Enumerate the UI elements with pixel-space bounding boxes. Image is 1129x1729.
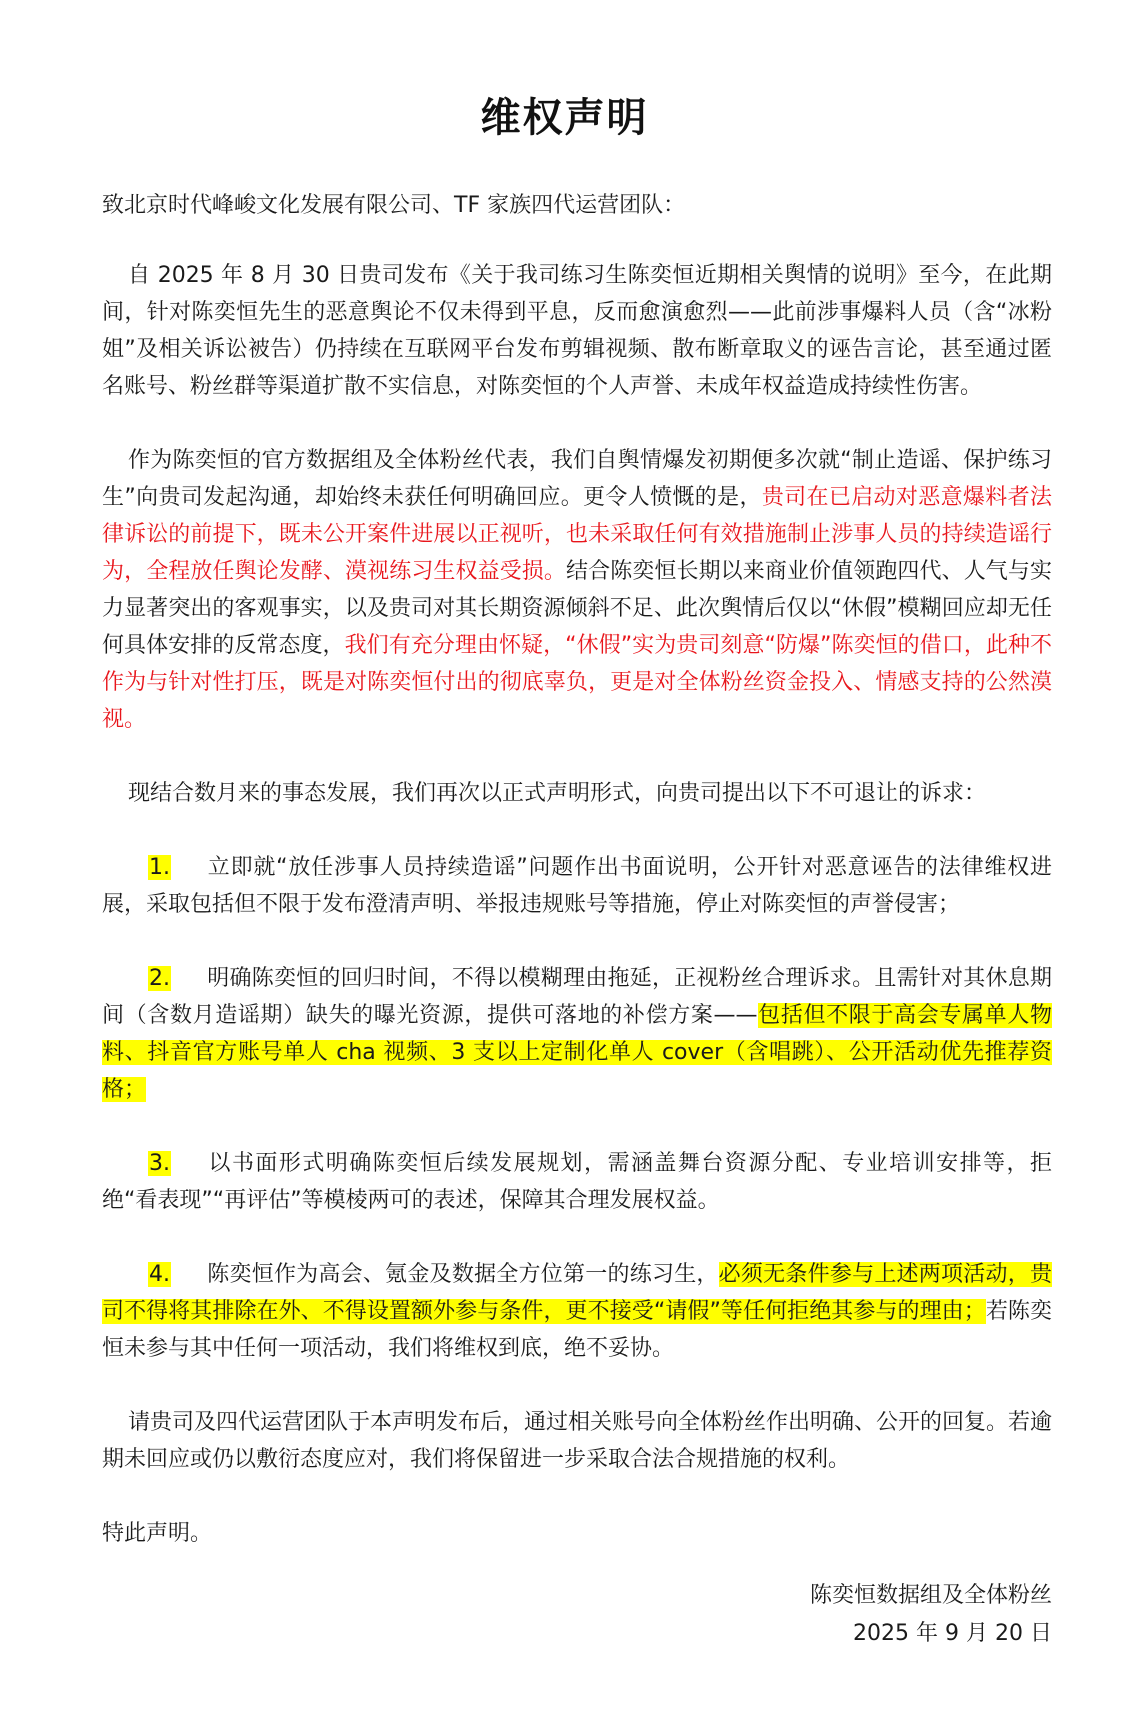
demand-text: 以书面形式明确陈奕恒后续发展规划，需涵盖舞台资源分配、专业培训安排等，拒绝“看表现”“再评估”等模棱两可的表述，保障其合理发展权益。	[102, 1151, 1052, 1213]
demand-highlight: 必须无条件参与上述两项活动，贵司不得将其排除在外、不得设置额外参与条件，更不接受“请假”等任何拒绝其参与的理由；	[102, 1262, 1052, 1324]
demand-text-after: 若陈奕恒未参与其中任何一项活动，我们将维权到底，绝不妥协。	[102, 1299, 1052, 1361]
signature-org: 陈奕恒数据组及全体粉丝	[809, 1583, 1052, 1608]
demand-item-3	[102, 1145, 1052, 1219]
document-title: 维权声明	[480, 95, 649, 141]
demand-item-2	[102, 960, 1052, 1108]
demand-number: 1.	[149, 855, 170, 880]
demand-item-1	[102, 849, 1052, 923]
salutation: 致北京时代峰峻文化发展有限公司、TF 家族四代运营团队：	[102, 193, 686, 218]
paragraph-grievance	[102, 442, 1052, 738]
demand-number: 4.	[149, 1262, 170, 1287]
paragraph-background: 自 2025 年 8 月 30 日贵司发布《关于我司练习生陈奕恒近期相关舆情的说明》至今，在此期间，针对陈奕恒先生的恶意舆论不仅未得到平息，反而愈演愈烈——此前涉事爆料人员（含“冰粉姐”及相关诉讼被告）仍持续在互联网平台发布剪辑视频、散布断章取义的诬告言论，甚至通过匿名账号、粉丝群等渠道扩散不实信息，对陈奕恒的个人声誉、未成年权益造成持续性伤害。	[102, 263, 1052, 399]
paragraph-reply-request: 请贵司及四代运营团队于本声明发布后，通过相关账号向全体粉丝作出明确、公开的回复。若逾期未回应或仍以敷衍态度应对，我们将保留进一步采取合法合规措施的权利。	[102, 1410, 1053, 1472]
grievance-red-text-b: 我们有充分理由怀疑，“休假”实为贵司刻意“防爆”陈奕恒的借口，此种不作为与针对性打压，既是对陈奕恒付出的彻底辜负，更是对全体粉丝资金投入、情感支持的公然漠视。	[102, 633, 1052, 732]
demand-text: 明确陈奕恒的回归时间，不得以模糊理由拖延，正视粉丝合理诉求。且需针对其休息期间（含数月造谣期）缺失的曝光资源，提供可落地的补偿方案——	[102, 966, 1052, 1028]
signature-block	[810, 1577, 1052, 1653]
demand-number: 3.	[149, 1151, 170, 1176]
demand-text: 立即就“放任涉事人员持续造谣”问题作出书面说明，公开针对恶意诬告的法律维权进展，采取包括但不限于发布澄清声明、举报违规账号等措施，停止对陈奕恒的声誉侵害；	[102, 855, 1052, 917]
grievance-text-a: 作为陈奕恒的官方数据组及全体粉丝代表，我们自舆情爆发初期便多次就“制止造谣、保护练习生”向贵司发起沟通，却始终未获任何明确回应。更令人愤慨的是，	[102, 448, 1052, 510]
paragraph-demands-intro: 现结合数月来的事态发展，我们再次以正式声明形式，向贵司提出以下不可退让的诉求：	[128, 781, 987, 806]
demand-text: 陈奕恒作为高会、氪金及数据全方位第一的练习生，	[207, 1262, 719, 1287]
demand-highlight: 包括但不限于高会专属单人物料、抖音官方账号单人 cha 视频、3 支以上定制化单人 cover（含唱跳）、公开活动优先推荐资格；	[102, 1003, 1052, 1102]
grievance-red-text-a: 贵司在已启动对恶意爆料者法律诉讼的前提下，既未公开案件进展以正视听，也未采取任何有效措施制止涉事人员的持续造谣行为，全程放任舆论发酵、漠视练习生权益受损。	[102, 485, 1052, 584]
demand-number: 2.	[149, 966, 170, 991]
signature-date: 2025 年 9 月 20 日	[853, 1621, 1052, 1646]
demand-item-4	[102, 1256, 1052, 1367]
statement-body	[102, 187, 1052, 1552]
grievance-text-b: 结合陈奕恒长期以来商业价值领跑四代、人气与实力显著突出的客观事实，以及贵司对其长期资源倾斜不足、此次舆情后仅以“休假”模糊回应却无任何具体安排的反常态度，	[102, 559, 1052, 658]
closing-line: 特此声明。	[102, 1521, 213, 1546]
